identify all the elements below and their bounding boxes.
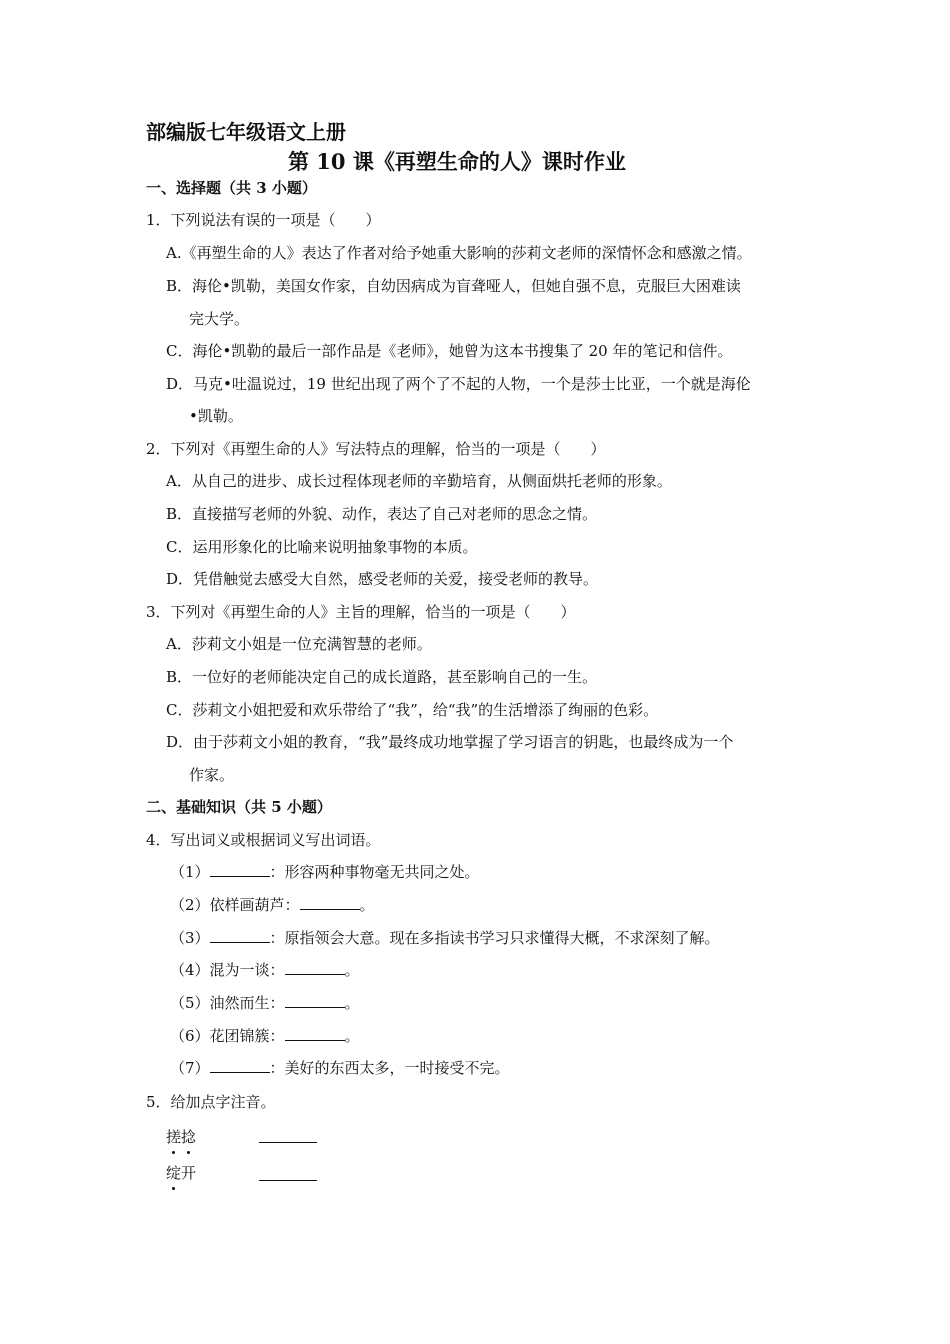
- question-3-option-c: C．莎莉文小姐把爱和欢乐带给了“我”，给“我”的生活增添了绚丽的色彩。: [166, 701, 659, 719]
- question-4-item-2: （2）依样画葫芦： 。: [170, 896, 375, 914]
- question-3-option-a: A．莎莉文小姐是一位充满智慧的老师。: [166, 635, 432, 653]
- dotted-character: 搓: [166, 1128, 182, 1146]
- question-4-item-1: （1） ：形容两种事物毫无共同之处。: [170, 863, 480, 881]
- question-3-stem: 3．下列对《再塑生命的人》主旨的理解，恰当的一项是（ ）: [146, 603, 576, 621]
- answer-blank[interactable]: [285, 993, 345, 1008]
- question-1-option-b-cont: 完大学。: [189, 310, 250, 328]
- answer-blank[interactable]: [210, 1058, 270, 1073]
- dotted-character: 捻: [181, 1128, 197, 1146]
- question-1-option-c: C．海伦•凯勒的最后一部作品是《老师》，她曾为这本书搜集了 20 年的笔记和信件。: [166, 342, 733, 360]
- question-4-item-5: （5）油然而生： 。: [170, 994, 360, 1012]
- question-3-option-b: B．一位好的老师能决定自己的成长道路，甚至影响自己的一生。: [166, 668, 598, 686]
- section-heading-choice: 一、选择题（共 3 小题）: [146, 179, 317, 197]
- question-3-option-d-cont: 作家。: [189, 766, 235, 784]
- document-title: 部编版七年级语文上册: [146, 120, 346, 144]
- question-2-option-a: A．从自己的进步、成长过程体现老师的辛勤培育，从侧面烘托老师的形象。: [166, 472, 672, 490]
- section-heading-basics: 二、基础知识（共 5 小题）: [146, 798, 332, 816]
- question-2-stem: 2．下列对《再塑生命的人》写法特点的理解，恰当的一项是（ ）: [146, 440, 606, 458]
- question-5-stem: 5．给加点字注音。: [146, 1093, 276, 1111]
- answer-blank[interactable]: [210, 928, 270, 943]
- answer-blank[interactable]: [285, 1026, 345, 1041]
- question-5-word-1: [166, 1127, 196, 1147]
- question-1-stem: 1．下列说法有误的一项是（ ）: [146, 211, 381, 229]
- lesson-title: 第 10 课《再塑生命的人》课时作业: [288, 149, 626, 174]
- dotted-character: 绽: [166, 1164, 182, 1182]
- question-2-option-c: C．运用形象化的比喻来说明抽象事物的本质。: [166, 538, 478, 556]
- question-5-word-2: 绽开: [166, 1164, 197, 1182]
- answer-blank[interactable]: [300, 895, 360, 910]
- answer-blank[interactable]: [210, 862, 270, 877]
- question-1-option-b: B．海伦•凯勒，美国女作家，自幼因病成为盲聋哑人，但她自强不息，克服巨大困难读: [166, 277, 741, 295]
- question-2-option-d: D．凭借触觉去感受大自然，感受老师的关爱，接受老师的教导。: [166, 570, 599, 588]
- pinyin-blank[interactable]: [259, 1179, 317, 1181]
- question-4-item-7: （7） ：美好的东西太多，一时接受不完。: [170, 1059, 510, 1077]
- question-2-option-b: B．直接描写老师的外貌、动作，表达了自己对老师的思念之情。: [166, 505, 598, 523]
- question-4-item-4: （4）混为一谈： 。: [170, 961, 360, 979]
- question-4-item-6: （6）花团锦簇： 。: [170, 1027, 360, 1045]
- question-1-option-a: A.《再塑生命的人》表达了作者对给予她重大影响的莎莉文老师的深情怀念和感激之情。: [166, 244, 752, 262]
- question-1-option-d-cont: •凯勒。: [189, 407, 243, 425]
- question-1-option-d: D．马克•吐温说过，19 世纪出现了两个了不起的人物，一个是莎士比亚，一个就是海伦: [166, 375, 751, 393]
- answer-blank[interactable]: [285, 960, 345, 975]
- question-4-stem: 4．写出词义或根据词义写出词语。: [146, 831, 381, 849]
- question-3-option-d: D．由于莎莉文小姐的教育，“我”最终成功地掌握了学习语言的钥匙，也最终成为一个: [166, 733, 734, 751]
- question-4-item-3: （3） ：原指领会大意。现在多指读书学习只求懂得大概，不求深刻了解。: [170, 929, 720, 947]
- pinyin-blank[interactable]: [259, 1141, 317, 1143]
